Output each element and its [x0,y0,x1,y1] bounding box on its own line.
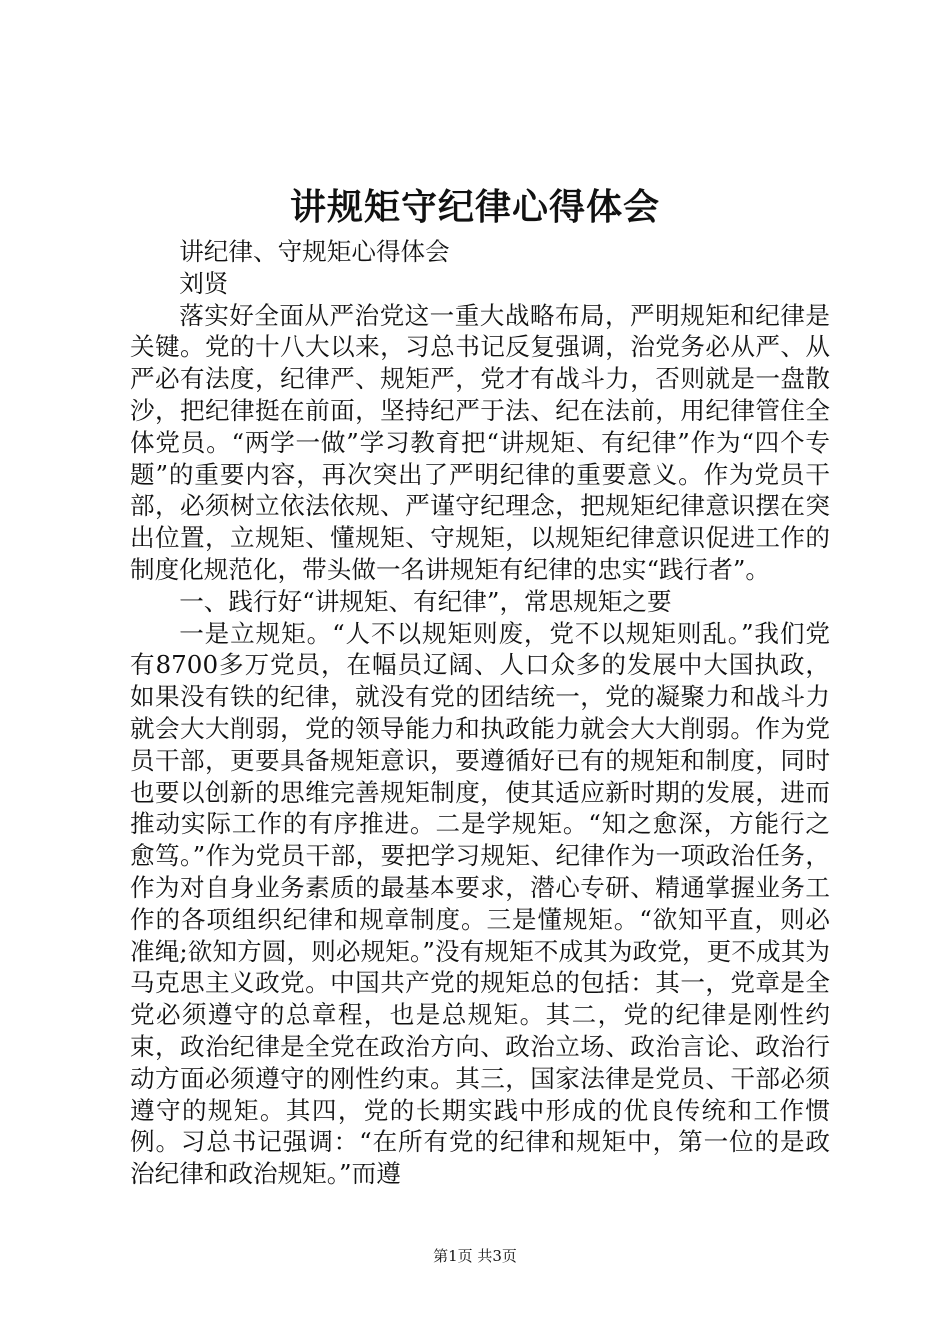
document-title: 讲规矩守纪律心得体会 [289,187,660,228]
paragraph-intro: 落实好全面从严治党这一重大战略布局，严明规矩和纪律是关键。党的十八大以来，习总书记反复强调，治党务必从严、从严必有法度，纪律严、规矩严，党才有战斗力，否则就是一盘散沙，把纪律挺在前面，坚持纪严于法、纪在法前，用纪律管住全体党员。“两学一做”学习教育把“讲规矩、有纪律”作为“四个专题”的重要内容，再次突出了严明纪律的重要意义。作为党员干部，必须树立依法依规、严谨守纪理念，把规矩纪律意识摆在突出位置，立规矩、懂规矩、守规矩，以规矩纪律意识促进工作的制度化规范化，带头做一名讲规矩有纪律的忠实“践行者”。 [130,300,830,584]
subtitle: 讲纪律、守规矩心得体会 [179,237,450,266]
page-number: 第1页 共3页 [433,1247,517,1265]
document-body [130,236,830,1190]
section-heading: 一、践行好“讲规矩、有纪律”，常思规矩之要 [179,586,672,616]
author: 刘贤 [179,268,229,298]
paragraph-main: 一是立规矩。“人不以规矩则废，党不以规矩则乱。”我们党有8700多万党员，在幅员辽阔、人口众多的发展中大国执政，如果没有铁的纪律，就没有党的团结统一，党的凝聚力和战斗力就会大大削弱，党的领导能力和执政能力就会大大削弱。作为党员干部，更要具备规矩意识，要遵循好已有的规矩和制度，同时也要以创新的思维完善规矩制度，使其适应新时期的发展，进而推动实际工作的有序推进。二是学规矩。“知之愈深，方能行之愈笃。”作为党员干部，要把学习规矩、纪律作为一项政治任务，作为对自身业务素质的最基本要求，潜心专研、精通掌握业务工作的各项组织纪律和规章制度。三是懂规矩。“欲知平直，则必准绳;欲知方圆，则必规矩。”没有规矩不成其为政党，更不成其为马克思主义政党。中国共产党的规矩总的包括：其一，党章是全党必须遵守的总章程，也是总规矩。其二，党的纪律是刚性约束，政治纪律是全党在政治方向、政治立场、政治言论、政治行动方面必须遵守的刚性约束。其三，国家法律是党员、干部必须遵守的规矩。其四，党的长期实践中形成的优良传统和工作惯例。习总书记强调：“在所有党的纪律和规矩中，第一位的是政治纪律和政治规矩。”而遵 [130,618,830,1189]
